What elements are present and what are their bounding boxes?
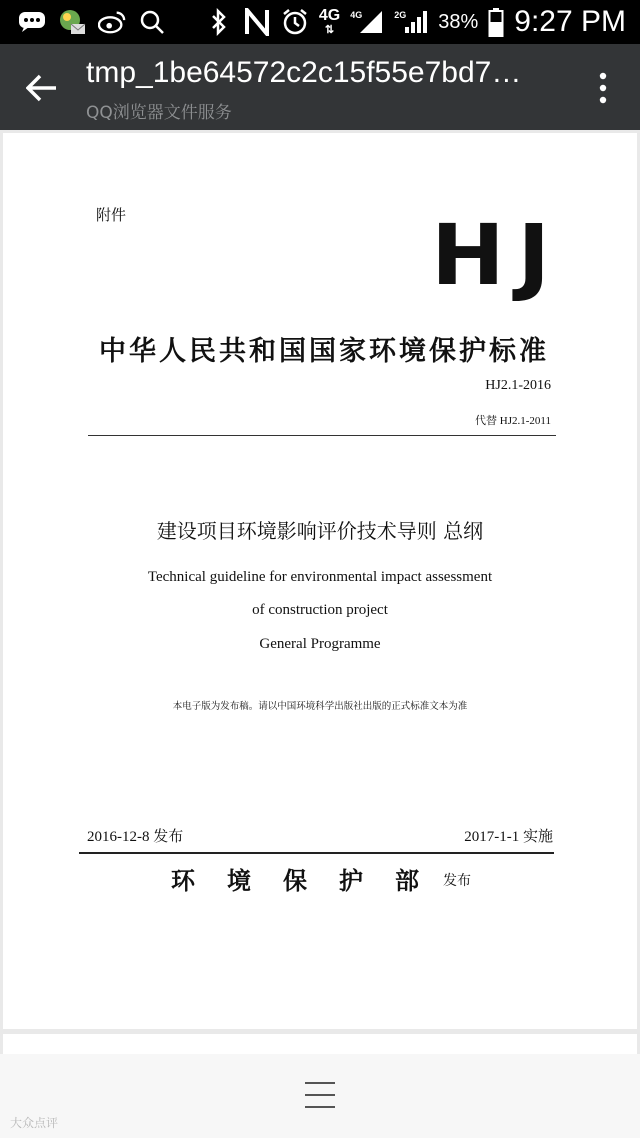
back-button[interactable] [20, 66, 64, 110]
hj-logo: HJ [431, 206, 563, 304]
email-app-icon [58, 8, 86, 36]
network-4g-label: 4G ⇅ [318, 7, 341, 36]
weibo-icon [98, 8, 126, 36]
footer-divider [79, 852, 554, 854]
bluetooth-icon [205, 8, 233, 36]
status-bar [0, 0, 640, 44]
arrow-left-icon [26, 74, 58, 102]
issue-date: 2016-12-8 发布 [87, 829, 184, 845]
more-options-button[interactable] [588, 68, 618, 108]
document-title-en-line2: of construction project [252, 602, 388, 618]
file-source: QQ浏览器文件服务 [86, 103, 232, 123]
electronic-version-note: 本电子版为发布稿。请以中国环境科学出版社出版的正式标准文本为准 [172, 701, 468, 712]
menu-button[interactable] [300, 1078, 340, 1112]
more-vertical-icon [599, 72, 607, 104]
file-title: tmp_1be64572c2c15f55e7bd7… [86, 56, 522, 89]
signal-icon: 4G [350, 9, 384, 35]
search-icon [138, 8, 166, 36]
publisher: 环境保护部 [171, 867, 451, 895]
document-page[interactable] [3, 133, 637, 1029]
app-bar [0, 44, 640, 130]
attachment-label: 附件 [96, 206, 127, 224]
header-divider [88, 435, 556, 436]
clock: 9:27 PM [514, 5, 626, 38]
bottom-toolbar [0, 1054, 640, 1138]
signal-2g-icon: 2G [394, 9, 428, 35]
publish-label: 发布 [443, 873, 471, 889]
battery-percentage: 38% [438, 10, 479, 33]
document-title-cn: 建设项目环境影响评价技术导则 总纲 [156, 519, 484, 543]
document-title-en-line1: Technical guideline for environmental impact assessment [147, 569, 493, 585]
nfc-icon [243, 8, 271, 36]
document-title-en-line3: General Programme [259, 636, 381, 652]
watermark: 大众点评 [10, 1116, 59, 1130]
implementation-date: 2017-1-1 实施 [464, 829, 553, 845]
standard-name: 中华人民共和国国家环境保护标准 [99, 336, 549, 367]
menu-icon [303, 1080, 337, 1110]
next-page-edge[interactable] [3, 1034, 637, 1054]
battery-icon [488, 8, 504, 36]
standard-number: HJ2.1-2016 [485, 378, 551, 393]
alarm-icon [281, 8, 309, 36]
messages-icon [18, 8, 46, 36]
replaces-standard: 代替 HJ2.1-2011 [475, 415, 551, 427]
